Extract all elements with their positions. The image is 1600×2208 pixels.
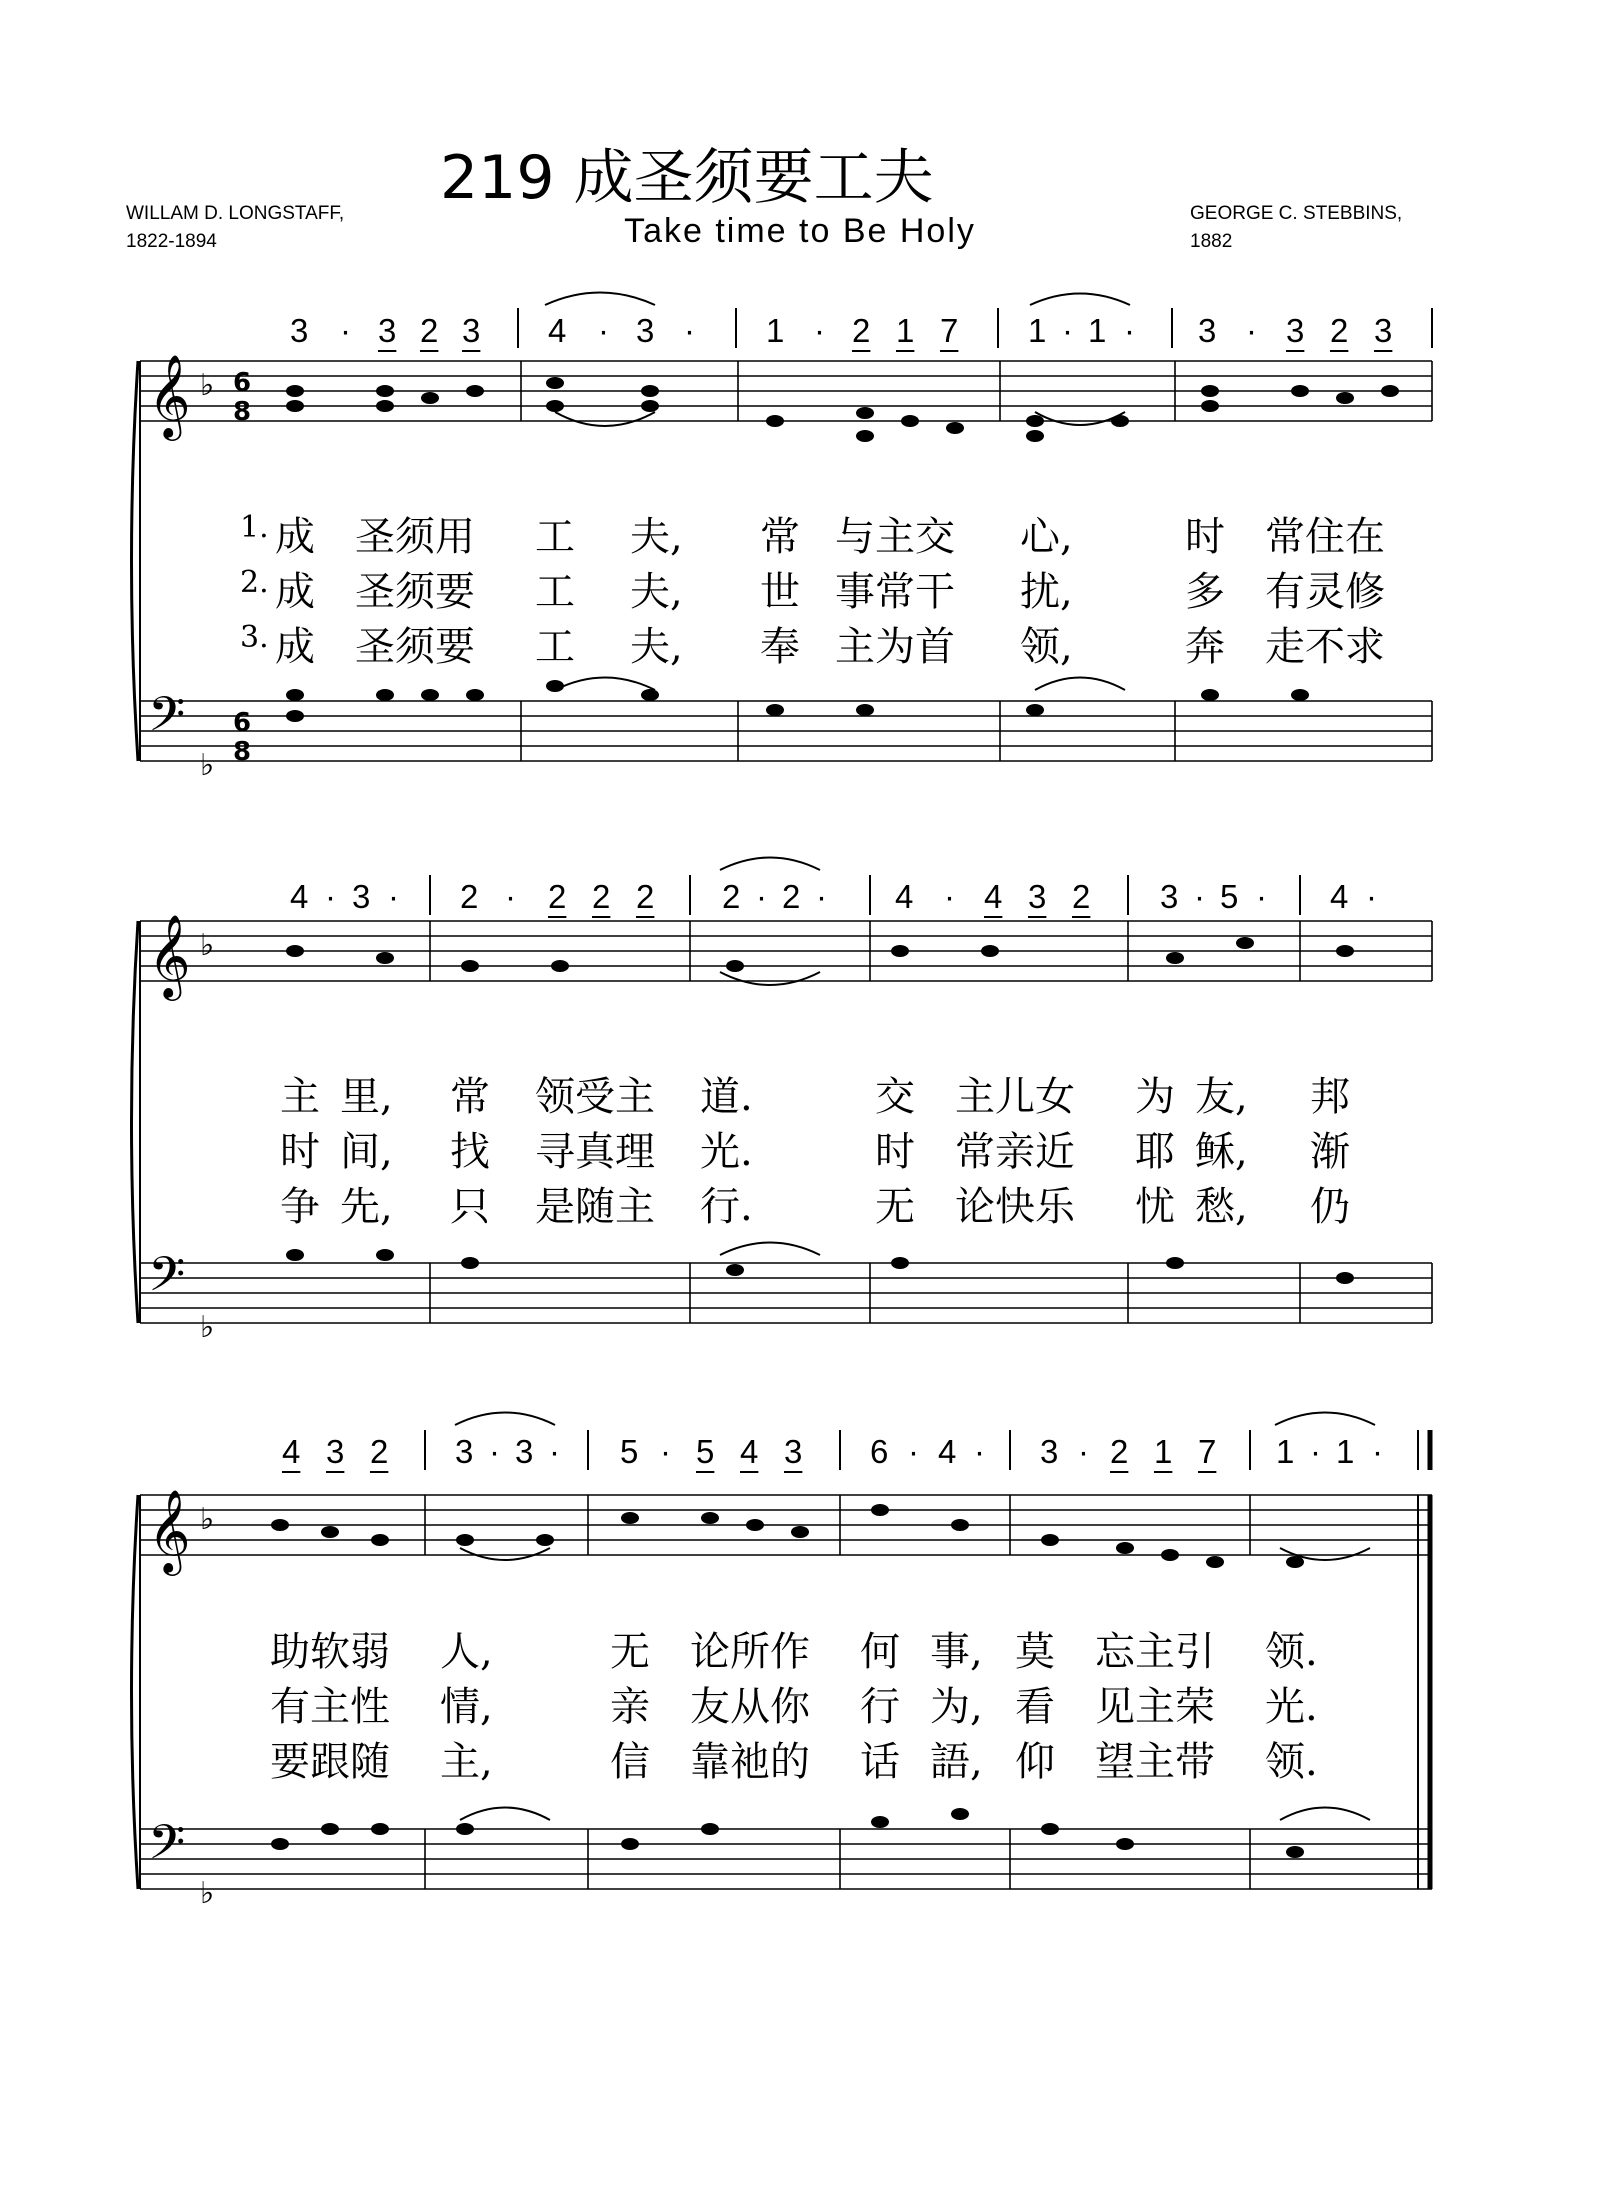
lyric: 争	[280, 1184, 320, 1230]
lyric: 仰	[1015, 1739, 1055, 1785]
lyric: 工	[535, 514, 575, 560]
jianpu-note: 5	[620, 1433, 639, 1470]
verse-number: 1.	[240, 510, 269, 545]
lyric: 扰,	[1020, 569, 1073, 615]
lyric: 事常干	[835, 569, 955, 615]
lyric: 常	[760, 514, 800, 560]
jianpu-note: 1	[1336, 1433, 1355, 1470]
lyric: 愁,	[1195, 1184, 1248, 1230]
svg-text:𝄢: 𝄢	[148, 1814, 186, 1882]
jianpu-note: 3	[1286, 312, 1305, 349]
lyric: 夫,	[630, 569, 683, 615]
svg-text:♭: ♭	[200, 928, 215, 963]
svg-text:♭: ♭	[200, 1310, 215, 1345]
lyric: 夫,	[630, 624, 683, 670]
lyric: 主,	[440, 1739, 493, 1785]
lyric: 莫	[1015, 1629, 1055, 1675]
lyric: 有灵修	[1265, 569, 1385, 615]
lyric: 里,	[340, 1074, 393, 1120]
lyric: 领,	[1020, 624, 1073, 670]
lyric: 走不求	[1265, 624, 1385, 670]
jianpu-dot: ·	[1078, 1433, 1089, 1470]
lyric: 靠祂的	[690, 1739, 810, 1785]
lyric: 找	[450, 1129, 490, 1175]
lyric: 只	[450, 1184, 490, 1230]
lyric: 看	[1015, 1684, 1055, 1730]
lyric: 渐	[1310, 1129, 1350, 1175]
system-2-bass-staff	[140, 1263, 1432, 1323]
svg-text:𝄢: 𝄢	[148, 1246, 186, 1314]
lyric: 奉	[760, 624, 800, 670]
jianpu-dot: ·	[814, 312, 825, 349]
jianpu-barlines	[425, 308, 1432, 1470]
lyric: 助软弱	[270, 1629, 390, 1675]
jianpu-note: 4	[1330, 878, 1349, 915]
lyric: 行.	[700, 1184, 753, 1230]
jianpu-note: 1	[1154, 1433, 1173, 1470]
jianpu-note: 1	[1028, 312, 1047, 349]
english-title: Take time to Be Holy	[624, 212, 976, 250]
lyric: 寻真理	[535, 1129, 655, 1175]
lyric: 光.	[1265, 1684, 1318, 1730]
lyric: 友从你	[690, 1684, 810, 1730]
svg-text:𝄞: 𝄞	[148, 1488, 191, 1572]
jianpu-note: 2	[1330, 312, 1349, 349]
lyric: 为	[1135, 1074, 1175, 1120]
hymn-title: 219 成圣须要工夫	[440, 143, 934, 213]
lyric: 圣须用	[355, 514, 475, 560]
lyric: 道.	[700, 1074, 753, 1120]
system-1-treble-staff	[140, 361, 1432, 421]
lyric: 无	[610, 1629, 650, 1675]
jianpu-dot: ·	[1366, 878, 1377, 915]
jianpu-note: 3	[515, 1433, 534, 1470]
lyric: 与主交	[835, 514, 955, 560]
lyric: 论所作	[690, 1629, 810, 1675]
lyric: 信	[610, 1739, 650, 1785]
lyric: 主为首	[835, 624, 955, 670]
jianpu-note: 4	[984, 878, 1003, 915]
jianpu-dot: ·	[505, 878, 516, 915]
jianpu-dot: ·	[325, 878, 336, 915]
lyric: 稣,	[1195, 1129, 1248, 1175]
author-name: WILLAM D. LONGSTAFF,	[126, 203, 345, 224]
lyric: 领.	[1265, 1629, 1318, 1675]
author-years: 1822-1894	[126, 231, 217, 252]
jianpu-note: 2	[548, 878, 567, 915]
lyric: 时	[280, 1129, 320, 1175]
jianpu-note: 2	[370, 1433, 389, 1470]
jianpu-note: 3	[1040, 1433, 1059, 1470]
jianpu-note: 4	[282, 1433, 301, 1470]
jianpu-note: 3	[462, 312, 481, 349]
svg-text:♭: ♭	[200, 1502, 215, 1537]
lyric: 主儿女	[955, 1074, 1075, 1120]
jianpu-note: 4	[548, 312, 567, 349]
lyric: 间,	[340, 1129, 393, 1175]
jianpu-note: 4	[290, 878, 309, 915]
lyric: 語,	[930, 1739, 983, 1785]
jianpu-dot: ·	[1256, 878, 1267, 915]
lyric: 论快乐	[955, 1184, 1075, 1230]
jianpu-dot: ·	[489, 1433, 500, 1470]
jianpu-note: 3	[455, 1433, 474, 1470]
lyric: 工	[535, 624, 575, 670]
flat-sign: ♭	[200, 368, 215, 403]
jianpu-note: 2	[420, 312, 439, 349]
lyric: 有主性	[270, 1684, 390, 1730]
jianpu-note: 3	[290, 312, 309, 349]
treble-clef: 𝄞	[148, 353, 191, 437]
lyric: 常亲近	[955, 1129, 1075, 1175]
lyric: 成	[275, 624, 315, 670]
lyric: 常住在	[1265, 514, 1385, 560]
jianpu-dot: ·	[1246, 312, 1257, 349]
time-sig-bottom: 8	[233, 397, 252, 427]
svg-text:♭: ♭	[200, 748, 215, 783]
jianpu-note: 4	[895, 878, 914, 915]
lyric: 领受主	[535, 1074, 655, 1120]
lyric: 要跟随	[270, 1739, 390, 1785]
jianpu-dot: ·	[1194, 878, 1205, 915]
system-2-treble-staff	[140, 921, 1432, 981]
lyric: 时	[875, 1129, 915, 1175]
jianpu-dot: ·	[1372, 1433, 1383, 1470]
lyric: 友,	[1195, 1074, 1248, 1120]
jianpu-note: 1	[1088, 312, 1107, 349]
lyric: 忘主引	[1095, 1629, 1215, 1675]
jianpu-note: 1	[1276, 1433, 1295, 1470]
jianpu-dot: ·	[598, 312, 609, 349]
svg-text:6: 6	[233, 708, 252, 738]
jianpu-note: 1	[896, 312, 915, 349]
lyric: 见主荣	[1095, 1684, 1215, 1730]
system-1-bass-staff	[140, 701, 1432, 761]
lyric: 仍	[1310, 1184, 1350, 1230]
jianpu-dot: ·	[816, 878, 827, 915]
jianpu-dot: ·	[388, 878, 399, 915]
jianpu-dot: ·	[684, 312, 695, 349]
lyric: 主	[280, 1074, 320, 1120]
lyric: 圣须要	[355, 624, 475, 670]
jianpu-note: 7	[1198, 1433, 1217, 1470]
lyric: 工	[535, 569, 575, 615]
jianpu-dot: ·	[1062, 312, 1073, 349]
jianpu-note: 2	[1110, 1433, 1129, 1470]
jianpu-note: 7	[940, 312, 959, 349]
lyric: 耶	[1135, 1129, 1175, 1175]
jianpu-dot: ·	[908, 1433, 919, 1470]
lyric: 邦	[1310, 1074, 1350, 1120]
jianpu-note: 2	[636, 878, 655, 915]
time-sig-top: 6	[233, 368, 252, 398]
lyric: 无	[875, 1184, 915, 1230]
jianpu-dot: ·	[549, 1433, 560, 1470]
lyric: 成	[275, 569, 315, 615]
jianpu-dot: ·	[660, 1433, 671, 1470]
system-3-bass-staff	[140, 1829, 1432, 1889]
svg-text:𝄞: 𝄞	[148, 913, 191, 997]
lyric: 情,	[440, 1684, 493, 1730]
system-3-treble-staff	[140, 1495, 1432, 1555]
lyric: 时	[1185, 514, 1225, 560]
lyric: 领.	[1265, 1739, 1318, 1785]
jianpu-note: 3	[326, 1433, 345, 1470]
verse-number: 3.	[240, 620, 269, 655]
jianpu-note: 4	[740, 1433, 759, 1470]
jianpu-note: 3	[1028, 878, 1047, 915]
jianpu-note: 3	[784, 1433, 803, 1470]
jianpu-note: 4	[938, 1433, 957, 1470]
jianpu-dot: ·	[974, 1433, 985, 1470]
lyric: 光.	[700, 1129, 753, 1175]
lyric: 为,	[930, 1684, 983, 1730]
jianpu-note: 2	[460, 878, 479, 915]
lyric: 奔	[1185, 624, 1225, 670]
jianpu-note: 2	[1072, 878, 1091, 915]
jianpu-note: 1	[766, 312, 785, 349]
lyric: 望主带	[1095, 1739, 1215, 1785]
lyric: 常	[450, 1074, 490, 1120]
jianpu-dot: ·	[756, 878, 767, 915]
jianpu-note: 3	[352, 878, 371, 915]
lyric: 先,	[340, 1184, 393, 1230]
verse-number: 2.	[240, 565, 269, 600]
jianpu-note: 2	[852, 312, 871, 349]
svg-text:8: 8	[233, 737, 252, 767]
lyric: 多	[1185, 569, 1225, 615]
jianpu-dot: ·	[1124, 312, 1135, 349]
lyric: 亲	[610, 1684, 650, 1730]
jianpu-note: 2	[592, 878, 611, 915]
lyric: 成	[275, 514, 315, 560]
lyric: 交	[875, 1074, 915, 1120]
jianpu-note: 5	[696, 1433, 715, 1470]
lyric: 话	[860, 1739, 900, 1785]
jianpu-note: 3	[1374, 312, 1393, 349]
jianpu-note: 2	[782, 878, 801, 915]
lyric: 忧	[1135, 1184, 1175, 1230]
lyric: 事,	[930, 1629, 983, 1675]
jianpu-note: 3	[1198, 312, 1217, 349]
jianpu-note: 3	[1160, 878, 1179, 915]
jianpu-note: 3	[378, 312, 397, 349]
svg-text:♭: ♭	[200, 1876, 215, 1911]
lyric: 人,	[440, 1629, 493, 1675]
composer-year: 1882	[1190, 231, 1233, 252]
jianpu-dot: ·	[944, 878, 955, 915]
lyric: 夫,	[630, 514, 683, 560]
lyric: 心,	[1020, 514, 1073, 560]
jianpu-dot: ·	[1310, 1433, 1321, 1470]
jianpu-note: 6	[870, 1433, 889, 1470]
lyric: 世	[760, 569, 800, 615]
jianpu-note: 5	[1220, 878, 1239, 915]
jianpu-dot: ·	[340, 312, 351, 349]
jianpu-note: 2	[722, 878, 741, 915]
lyric: 圣须要	[355, 569, 475, 615]
lyric: 是随主	[535, 1184, 655, 1230]
lyric: 何	[860, 1629, 900, 1675]
lyric: 行	[860, 1684, 900, 1730]
jianpu-note: 3	[636, 312, 655, 349]
bass-clef: 𝄢	[148, 686, 186, 754]
composer-name: GEORGE C. STEBBINS,	[1190, 203, 1403, 224]
